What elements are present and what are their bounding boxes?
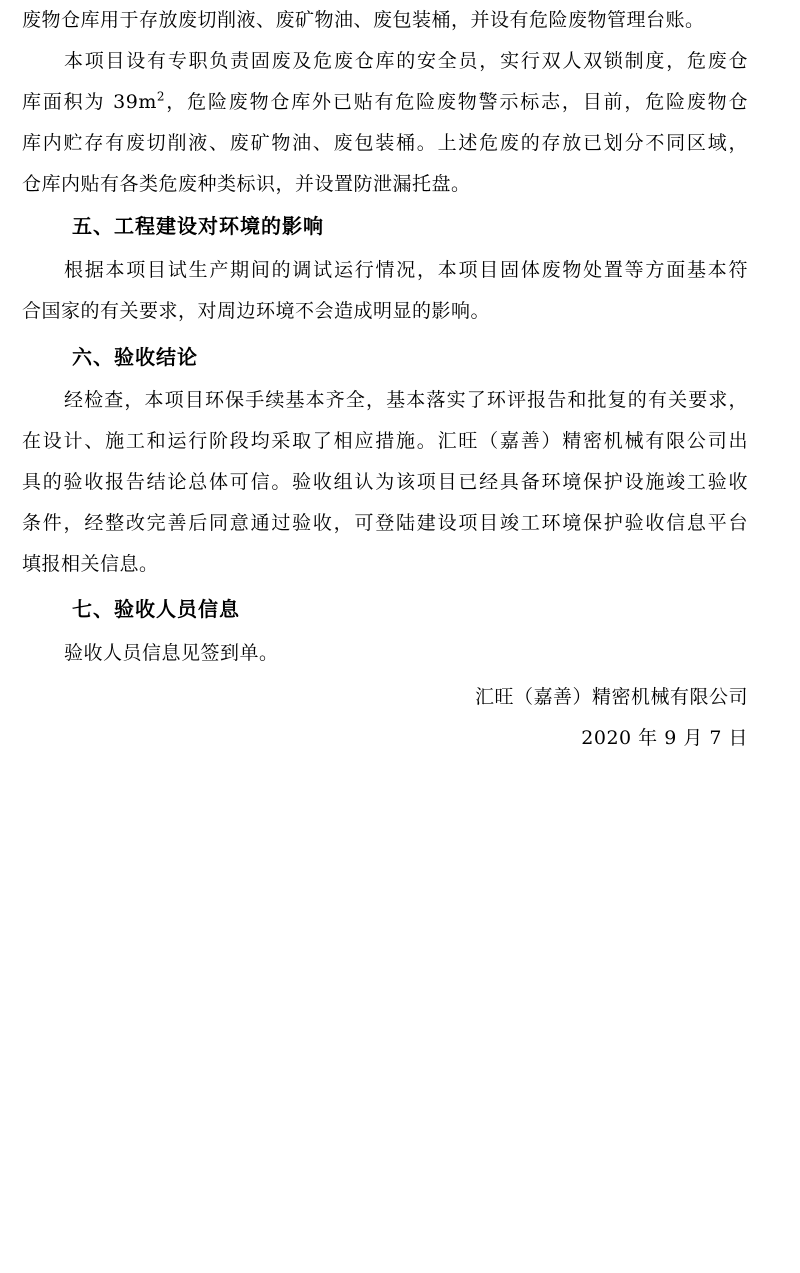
paragraph-conclusion [22, 380, 748, 585]
paragraph-line: 合国家的有关要求，对周边环境不会造成明显的影响。 [22, 300, 491, 322]
paragraph-hazardous-waste-storage [22, 0, 748, 41]
paragraph-line: 经检查，本项目环保手续基本齐全，基本落实了环评报告和批复的有关要求， [64, 389, 748, 411]
section-heading-personnel-info: 七、验收人员信息 [72, 597, 240, 621]
paragraph-line: 废物仓库用于存放废切削液、废矿物油、废包装桶，并设有危险废物管理台账。 [22, 9, 705, 31]
area-superscript: 2 [156, 89, 165, 104]
paragraph-line: 在设计、施工和运行阶段均采取了相应措施。汇旺（嘉善）精密机械有限公司出 [22, 430, 748, 452]
area-text-rest: ，危险废物仓库外已贴有危险废物警示标志，目前，危险废物仓 [164, 91, 748, 113]
paragraph-line-area [22, 82, 748, 123]
area-text: 库面积为 39m [22, 91, 157, 113]
section-heading-acceptance-conclusion: 六、验收结论 [72, 345, 198, 369]
paragraph-personnel [22, 633, 748, 674]
paragraph-line: 条件，经整改完善后同意通过验收，可登陆建设项目竣工环境保护验收信息平台 [22, 512, 748, 534]
paragraph-line: 本项目设有专职负责固废及危废仓库的安全员，实行双人双锁制度，危废仓 [64, 50, 748, 72]
paragraph-line: 库内贮存有废切削液、废矿物油、废包装桶。上述危废的存放已划分不同区域， [22, 132, 748, 154]
section-heading-environmental-impact: 五、工程建设对环境的影响 [72, 214, 324, 238]
paragraph-line: 填报相关信息。 [22, 553, 159, 575]
signature-company: 汇旺（嘉善）精密机械有限公司 [474, 686, 748, 708]
paragraph-line: 仓库内贴有各类危废种类标识，并设置防泄漏托盘。 [22, 173, 471, 195]
paragraph-line: 验收人员信息见签到单。 [64, 642, 279, 664]
paragraph-line: 根据本项目试生产期间的调试运行情况，本项目固体废物处置等方面基本符 [64, 259, 748, 281]
paragraph-line: 具的验收报告结论总体可信。验收组认为该项目已经具备环境保护设施竣工验收 [22, 471, 748, 493]
paragraph-impact [22, 250, 748, 332]
signature-date: 2020 年 9 月 7 日 [581, 727, 748, 749]
paragraph-safety-officer [22, 41, 748, 205]
